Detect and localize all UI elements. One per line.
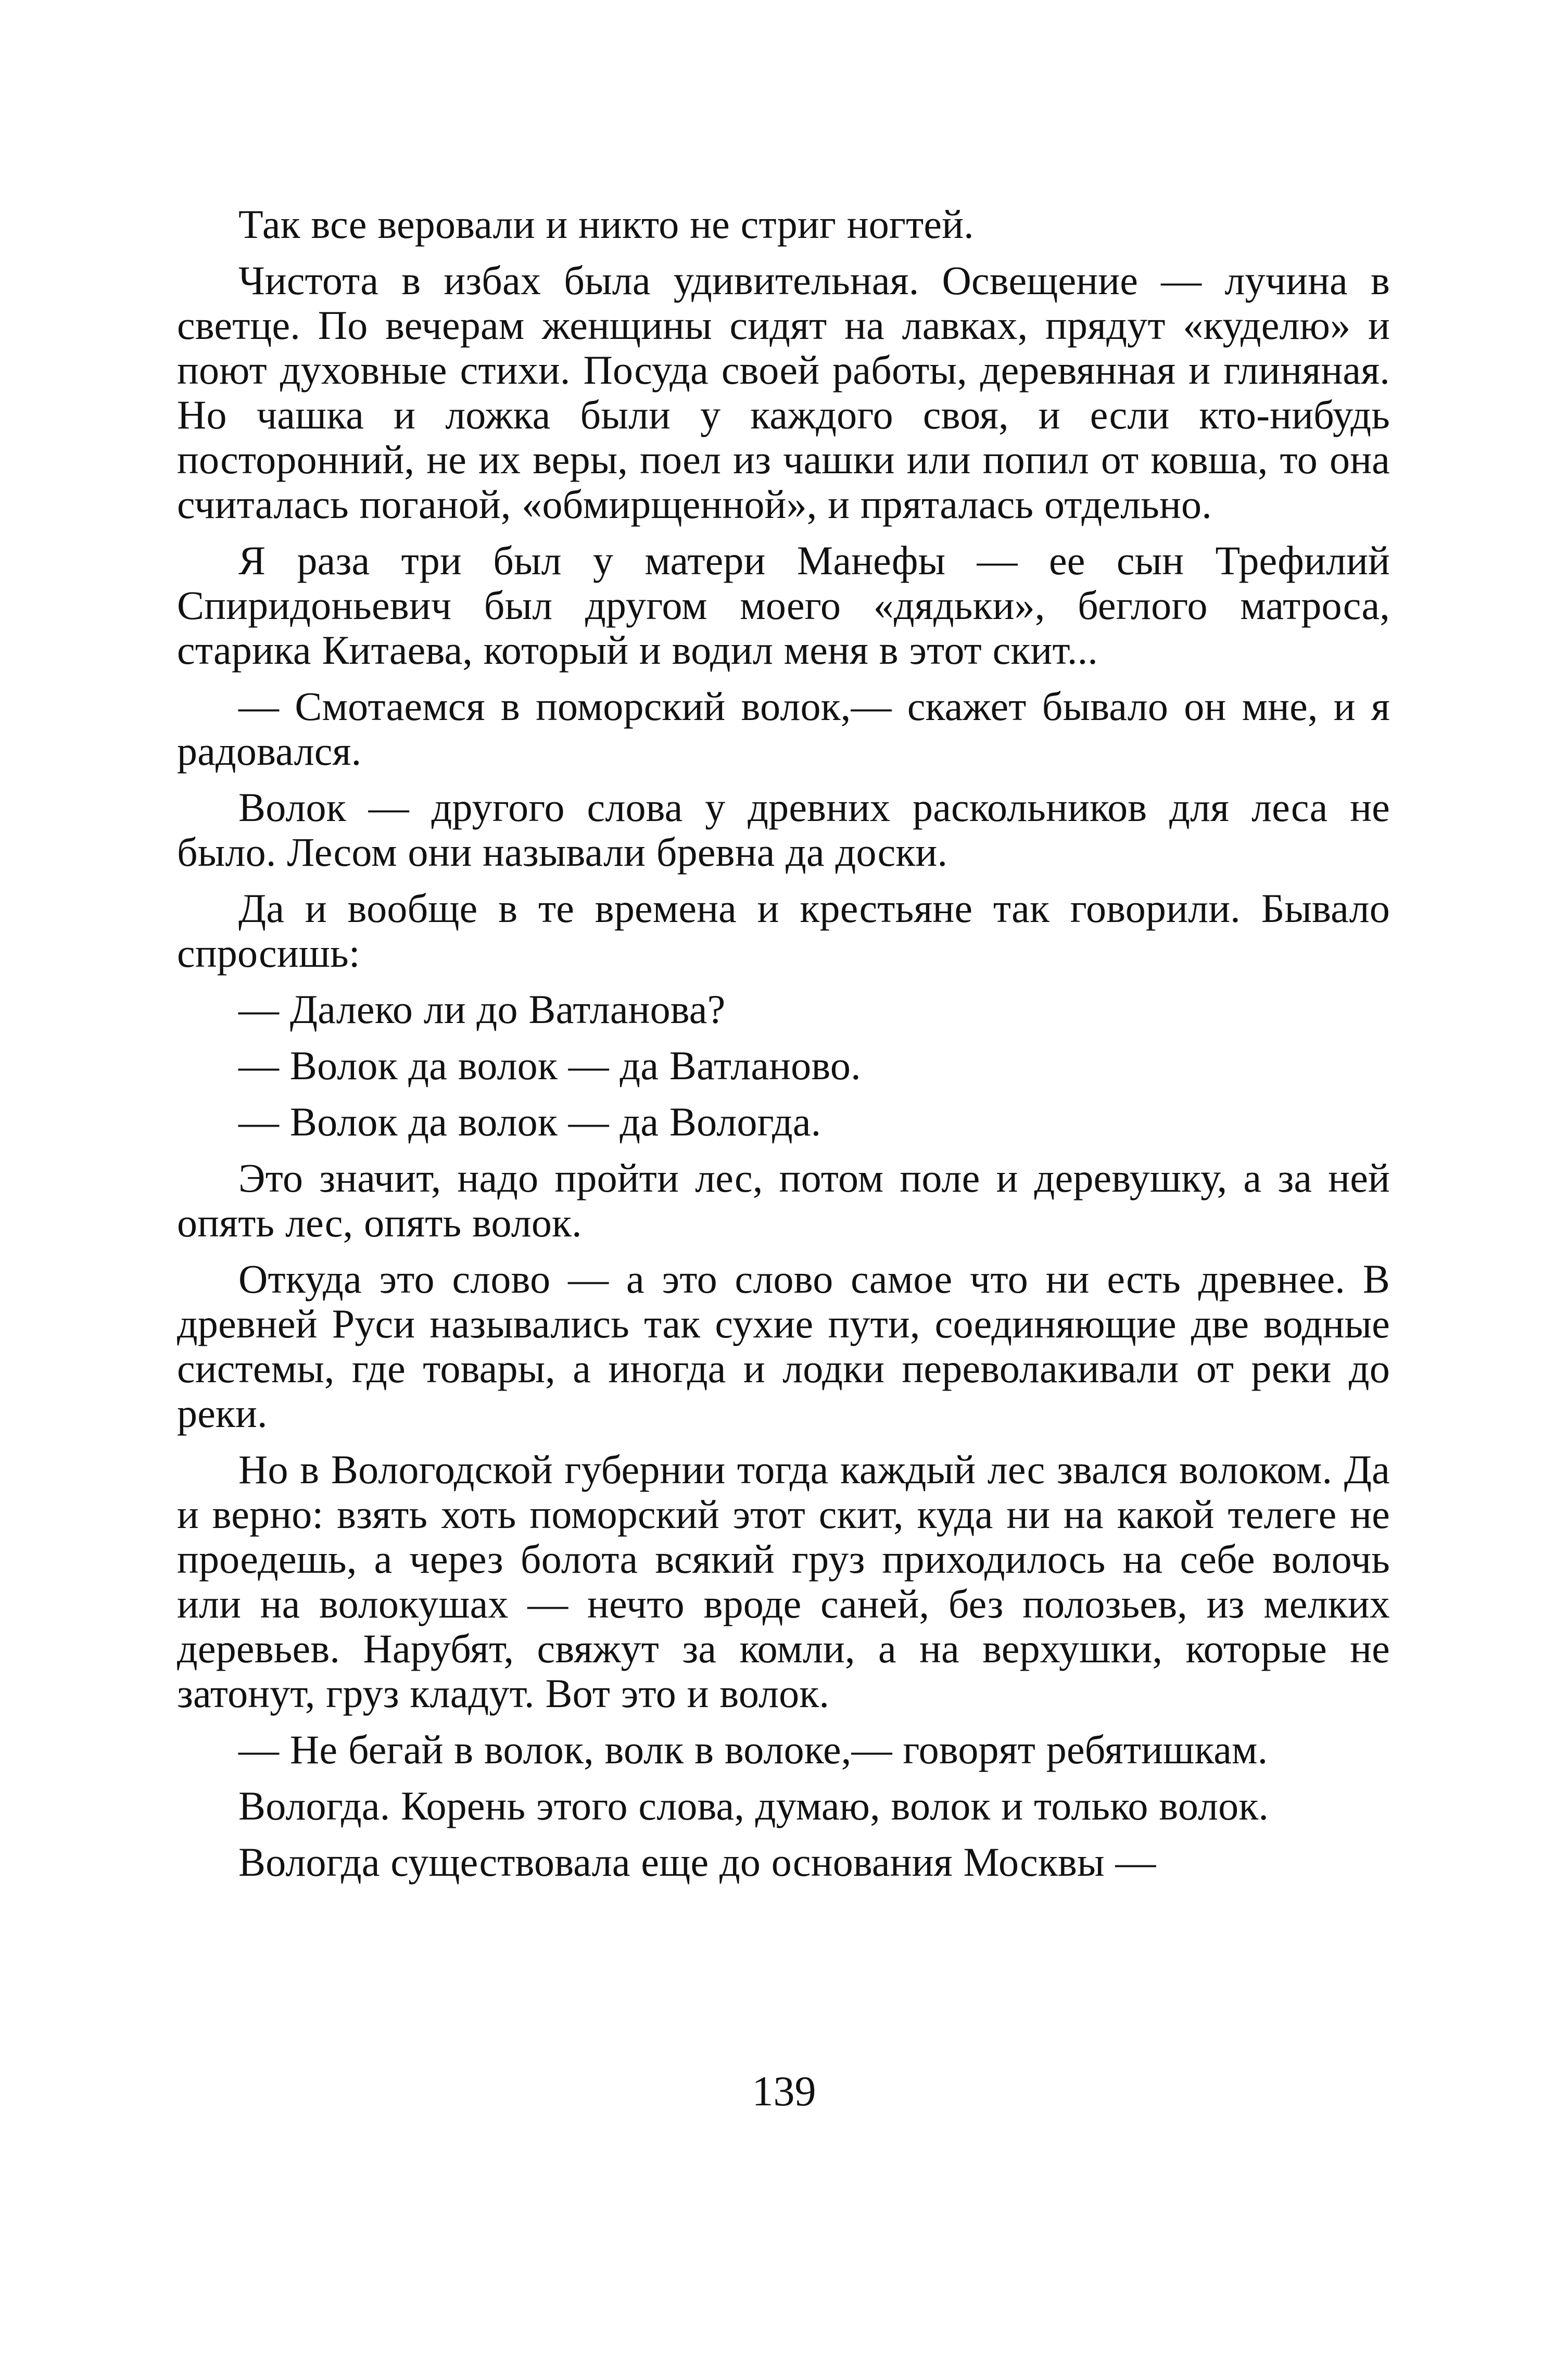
paragraph: Это значит, надо пройти лес, потом поле и деревушку, а за ней опять лес, опять волок. (177, 1155, 1390, 1245)
dialogue-line: — Смотаемся в поморский волок,— скажет бывало он мне, и я радовался. (177, 684, 1390, 774)
body-text (177, 202, 1390, 1896)
paragraph: Я раза три был у матери Манефы — ее сын Трефилий Спиридоньевич был другом моего «дядьки», беглого матроса, старика Китаева, который и водил меня в этот скит... (177, 538, 1390, 673)
paragraph: Да и вообще в те времена и крестьяне так говорили. Бывало спросишь: (177, 886, 1390, 976)
dialogue-line: — Далеко ли до Ватланова? (238, 987, 726, 1032)
page-number: 139 (752, 2067, 816, 2115)
dialogue-line: — Волок да волок — да Вологда. (238, 1099, 821, 1144)
paragraph: Но в Вологодской губернии тогда каждый лес звался волоком. Да и верно: взять хоть поморский этот скит, куда ни на какой телеге не проедешь, а через болота всякий груз приходилось на себе волочь или на волокушах — нечто вроде саней, без полозьев, из мелких деревьев. Нарубят, свяжут за комли, а на верхушки, которые не затонут, груз кладут. Вот это и волок. (177, 1447, 1390, 1716)
paragraph: Так все веровали и никто не стриг ногтей. (238, 201, 974, 247)
paragraph: Вологда существовала еще до основания Москвы — (238, 1839, 1156, 1885)
paragraph: Волок — другого слова у древних раскольников для леса не было. Лесом они называли бревна да доски. (177, 785, 1390, 875)
paragraph: Откуда это слово — а это слово самое что ни есть древнее. В древней Руси назывались так сухие пути, соединяющие две водные системы, где товары, а иногда и лодки переволакивали от реки до реки. (177, 1256, 1390, 1436)
dialogue-line: — Волок да волок — да Ватланово. (238, 1043, 861, 1088)
dialogue-line: — Не бегай в волок, волк в волоке,— говорят ребятишкам. (238, 1727, 1268, 1772)
paragraph: Чистота в избах была удивительная. Освещение — лучина в светце. По вечерам женщины сидят на лавках, прядут «куделю» и поют духовные стихи. Посуда своей работы, деревянная и глиняная. Но чашка и ложка были у каждого своя, и если кто-нибудь посторонний, не их веры, поел из чашки или попил от ковша, то она считалась поганой, «обмирщенной», и пряталась отдельно. (177, 258, 1390, 527)
paragraph: Вологда. Корень этого слова, думаю, волок и только волок. (238, 1783, 1269, 1828)
